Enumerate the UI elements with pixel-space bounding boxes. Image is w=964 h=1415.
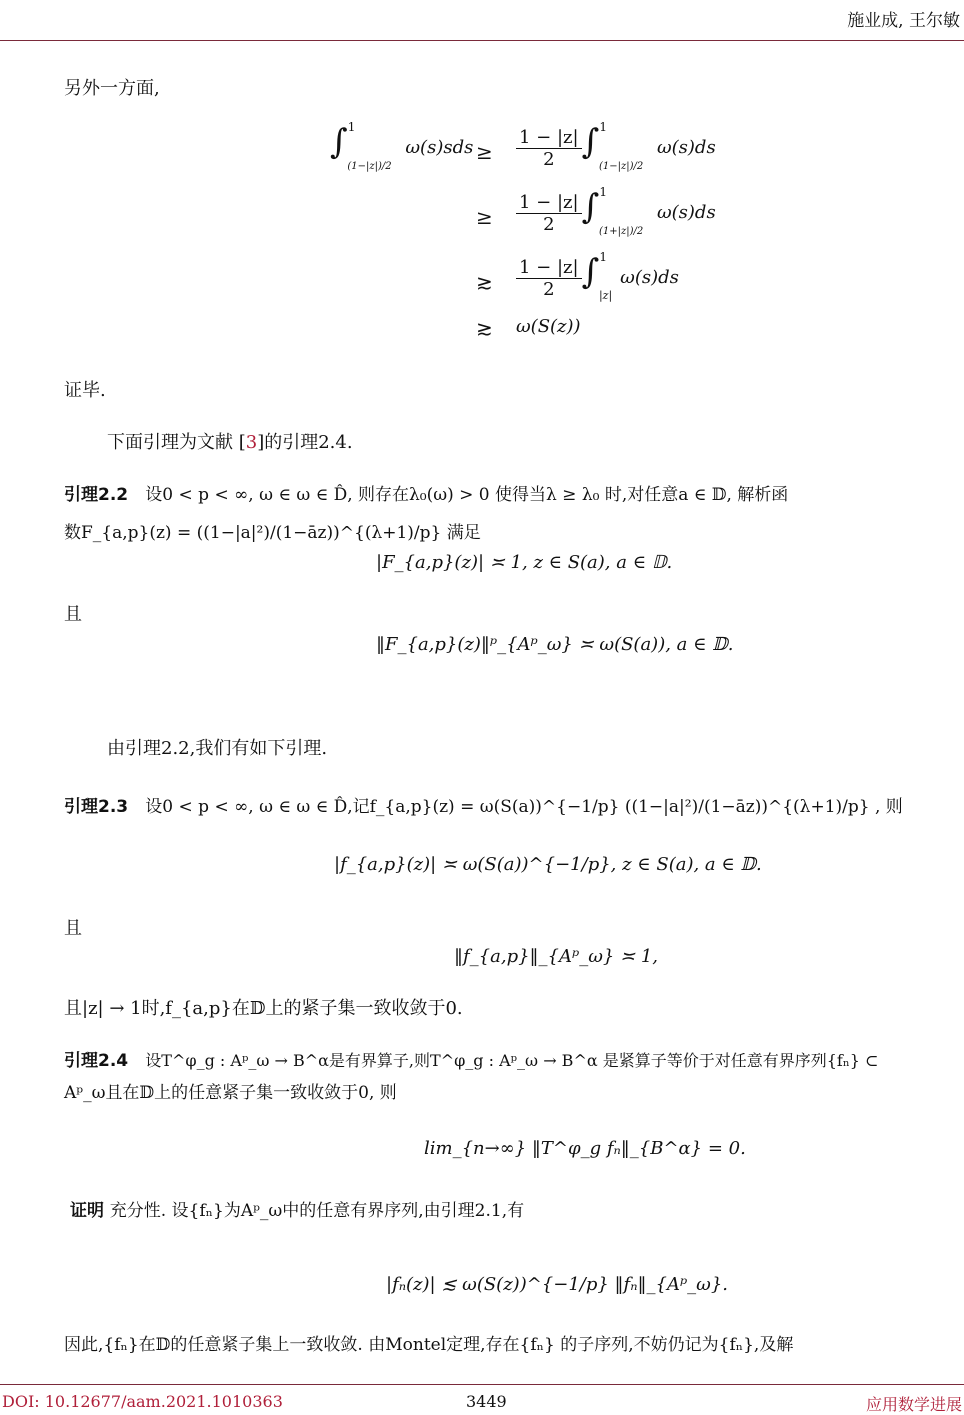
- equation-relation-1: ≥: [476, 140, 493, 164]
- footer-journal[interactable]: 应用数学进展: [865, 1395, 962, 1414]
- equation-lhs: ∫$^1_{(1-|z|)/2}$ ω(s)sds: [330, 120, 474, 172]
- lemma-2-3-eq1: |f_{a,p}(z)| ≍ ω(S(a))^{−1/p}, z ∈ S(a), a ∈ 𝔻.: [334, 854, 762, 875]
- equation-rhs-1: $\frac{1 - |z|}{2}$ ∫$^1_{(1-|z|)/2}$ ω(s)ds: [516, 122, 716, 170]
- proof-end: 证毕.: [64, 380, 106, 401]
- equation-relation-3: ≳: [476, 270, 493, 294]
- intro-before: 下面引理为文献 [: [107, 432, 246, 453]
- equation-rhs-4: ω(S(z)): [516, 316, 581, 337]
- lemma-2-2-line1: [64, 480, 788, 505]
- paragraph-from-lemma: 由引理2.2,我们有如下引理.: [107, 738, 328, 759]
- lemma-2-4-text1: 设T^φ_g : Aᵖ_ω → B^α是有界算子,则T^φ_g : Aᵖ_ω → B^α 是紧算子等价于对任意有界序列{fₙ} ⊂: [145, 1051, 879, 1070]
- footer-doi[interactable]: DOI: 10.12677/aam.2021.1010363: [2, 1392, 283, 1411]
- lemma-2-3-label: 引理2.3: [64, 797, 129, 817]
- proof-text1: 充分性. 设{fₙ}为Aᵖ_ω中的任意有界序列,由引理2.1,有: [109, 1201, 525, 1221]
- lemma-2-3-line1: [64, 792, 903, 817]
- citation-link[interactable]: 3: [245, 432, 258, 453]
- proof-line1: [70, 1196, 524, 1221]
- equation-relation-4: ≳: [476, 316, 493, 340]
- lemma-2-2-eq1: |F_{a,p}(z)| ≍ 1, z ∈ S(a), a ∈ 𝔻.: [376, 552, 673, 573]
- footer-page-number: 3449: [466, 1392, 507, 1411]
- lemma-2-3-tail: 且|z| → 1时,f_{a,p}在𝔻上的紧子集一致收敛于0.: [64, 998, 463, 1019]
- proof-line2: 因此,{fₙ}在𝔻的任意紧子集上一致收敛. 由Montel定理,存在{fₙ} 的子序列,不妨仍记为{fₙ},及解: [64, 1335, 794, 1355]
- lemma-2-2-text1: 设0 < p < ∞, ω ∈ ω ∈ D̂, 则存在λ₀(ω) > 0 使得当λ ≥ λ₀ 时,对任意a ∈ 𝔻, 解析函: [145, 485, 789, 505]
- proof-label: 证明: [70, 1201, 104, 1221]
- equation-rhs-3: $\frac{1 - |z|}{2}$ ∫$^1_{|z|}$ω(s)ds: [516, 252, 679, 300]
- lemma-2-4-label: 引理2.4: [64, 1051, 129, 1071]
- lemma-2-3-eq2: ‖f_{a,p}‖_{Aᵖ_ω} ≍ 1,: [454, 946, 659, 967]
- lemma-2-2-label: 引理2.2: [64, 485, 129, 505]
- lemma-2-4-line2: Aᵖ_ω且在𝔻上的任意紧子集一致收敛于0, 则: [64, 1083, 397, 1103]
- lemma-2-4-line1: [64, 1046, 878, 1071]
- header-authors: 施业成, 王尔敏: [847, 11, 960, 31]
- page-header: [0, 0, 964, 41]
- page-footer-rule: [0, 1384, 964, 1385]
- intro-after: ]的引理2.4.: [257, 432, 353, 453]
- paragraph-intro-lemma: [107, 428, 353, 454]
- lemma-2-2-and: 且: [64, 604, 82, 625]
- lemma-2-3-text1: 设0 < p < ∞, ω ∈ ω ∈ D̂,记f_{a,p}(z) = ω(S(a))^{−1/p} ((1−|a|²)/(1−āz))^{(λ+1)/p} , 则: [145, 797, 903, 817]
- lemma-2-4-eq: lim_{n→∞} ‖T^φ_g fₙ‖_{B^α} = 0.: [424, 1138, 746, 1159]
- equation-rhs-2: $\frac{1 - |z|}{2}$ ∫$^1_{(1+|z|)/2}$ ω(s)ds: [516, 187, 716, 235]
- proof-eq: |fₙ(z)| ≲ ω(S(z))^{−1/p} ‖fₙ‖_{Aᵖ_ω}.: [386, 1274, 729, 1295]
- lemma-2-3-and: 且: [64, 918, 82, 939]
- lemma-2-2-line2: 数F_{a,p}(z) = ((1−|a|²)/(1−āz))^{(λ+1)/p} 满足: [64, 523, 481, 543]
- lemma-2-2-eq2: ‖F_{a,p}(z)‖ᵖ_{Aᵖ_ω} ≍ ω(S(a)), a ∈ 𝔻.: [376, 634, 734, 655]
- paragraph-other-side: 另外一方面,: [64, 78, 160, 99]
- equation-relation-2: ≥: [476, 205, 493, 229]
